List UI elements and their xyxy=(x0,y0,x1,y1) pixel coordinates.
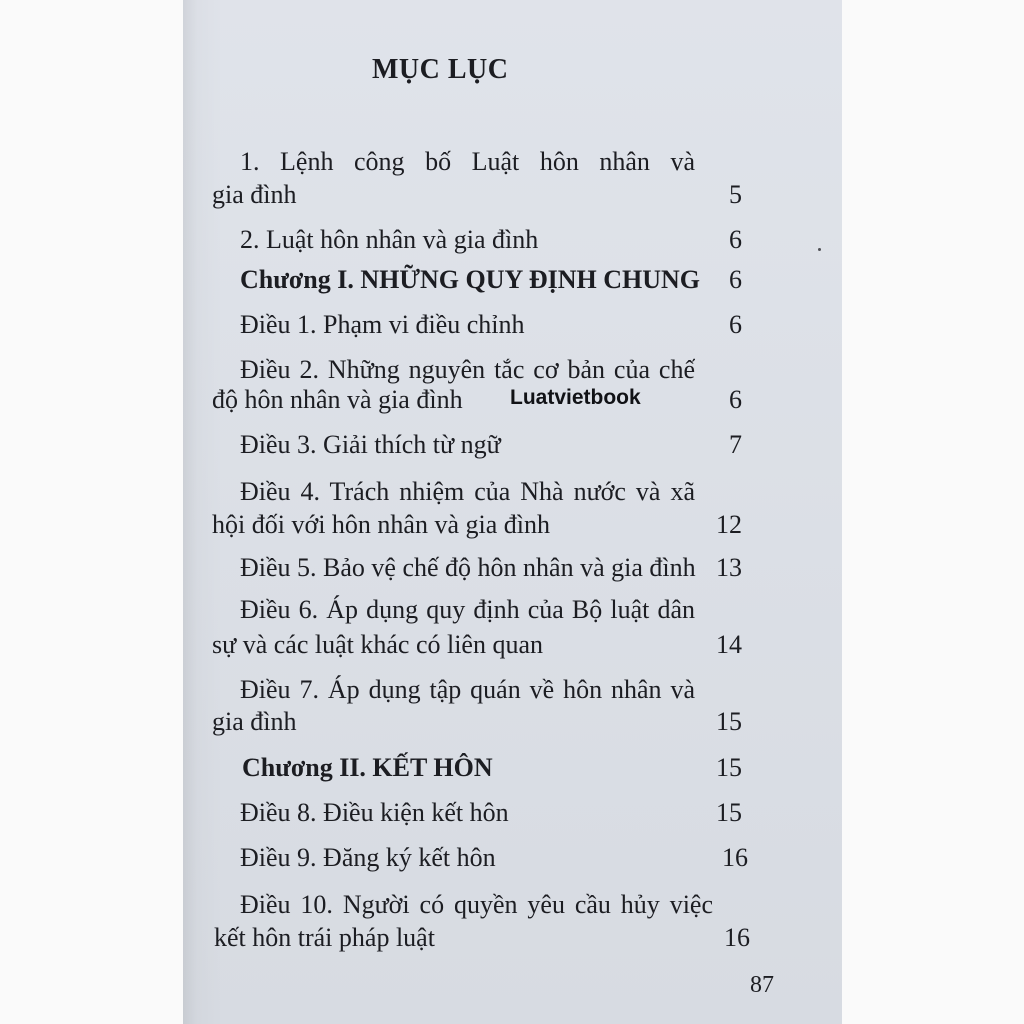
toc-entry-text: Điều 1. Phạm vi điều chỉnh xyxy=(240,310,525,339)
toc-entry-text: gia đình xyxy=(212,180,297,209)
toc-entry-text: Điều 7. Áp dụng tập quán về hôn nhân và xyxy=(240,675,695,704)
toc-entry-text: Điều 9. Đăng ký kết hôn xyxy=(240,843,496,872)
toc-entry-text: Điều 2. Những nguyên tắc cơ bản của chế xyxy=(240,355,695,384)
watermark: Luatvietbook xyxy=(510,386,641,409)
toc-page-number: 16 xyxy=(722,843,748,872)
folio-page-number: 87 xyxy=(750,972,774,998)
toc-page-number: 6 xyxy=(729,225,742,254)
toc-entry-text: độ hôn nhân và gia đình xyxy=(212,385,463,414)
toc-entry-text: Điều 8. Điều kiện kết hôn xyxy=(240,798,509,827)
toc-page-number: 6 xyxy=(729,310,742,339)
chapter-title: Chương I. NHỮNG QUY ĐỊNH CHUNG xyxy=(240,265,700,294)
page-title: MỤC LỤC xyxy=(372,54,509,85)
toc-entry-text: Điều 3. Giải thích từ ngữ xyxy=(240,430,501,459)
toc-page-number: 13 xyxy=(716,553,742,582)
toc-entry-text: gia đình xyxy=(212,707,297,736)
toc-entry-text: Điều 5. Bảo vệ chế độ hôn nhân và gia đình xyxy=(240,553,696,582)
toc-entry-text: Điều 10. Người có quyền yêu cầu hủy việc xyxy=(240,890,713,919)
toc-entry-text: hội đối với hôn nhân và gia đình xyxy=(212,510,550,539)
toc-entry-text: 1. Lệnh công bố Luật hôn nhân và xyxy=(240,147,695,176)
toc-entry-text: kết hôn trái pháp luật xyxy=(214,923,435,952)
toc-page-number: 5 xyxy=(729,180,742,209)
toc-page-number: 15 xyxy=(716,753,742,782)
toc-page-number: 6 xyxy=(729,265,742,294)
toc-page-number: 15 xyxy=(716,798,742,827)
toc-entry-text: sự và các luật khác có liên quan xyxy=(212,630,544,659)
toc-entry-text: Điều 4. Trách nhiệm của Nhà nước và xã xyxy=(240,477,695,506)
paper-speck xyxy=(818,248,821,251)
toc-page-number: 7 xyxy=(729,430,742,459)
toc-page-number: 12 xyxy=(716,510,742,539)
toc-page-number: 15 xyxy=(716,707,742,736)
toc-page-number: 6 xyxy=(729,385,742,414)
toc-page-number: 14 xyxy=(716,630,742,659)
toc-page-number: 16 xyxy=(724,923,750,952)
toc-entry-text: 2. Luật hôn nhân và gia đình xyxy=(240,225,539,254)
toc-entry-text: Điều 6. Áp dụng quy định của Bộ luật dân xyxy=(240,595,695,624)
chapter-title: Chương II. KẾT HÔN xyxy=(242,753,493,782)
